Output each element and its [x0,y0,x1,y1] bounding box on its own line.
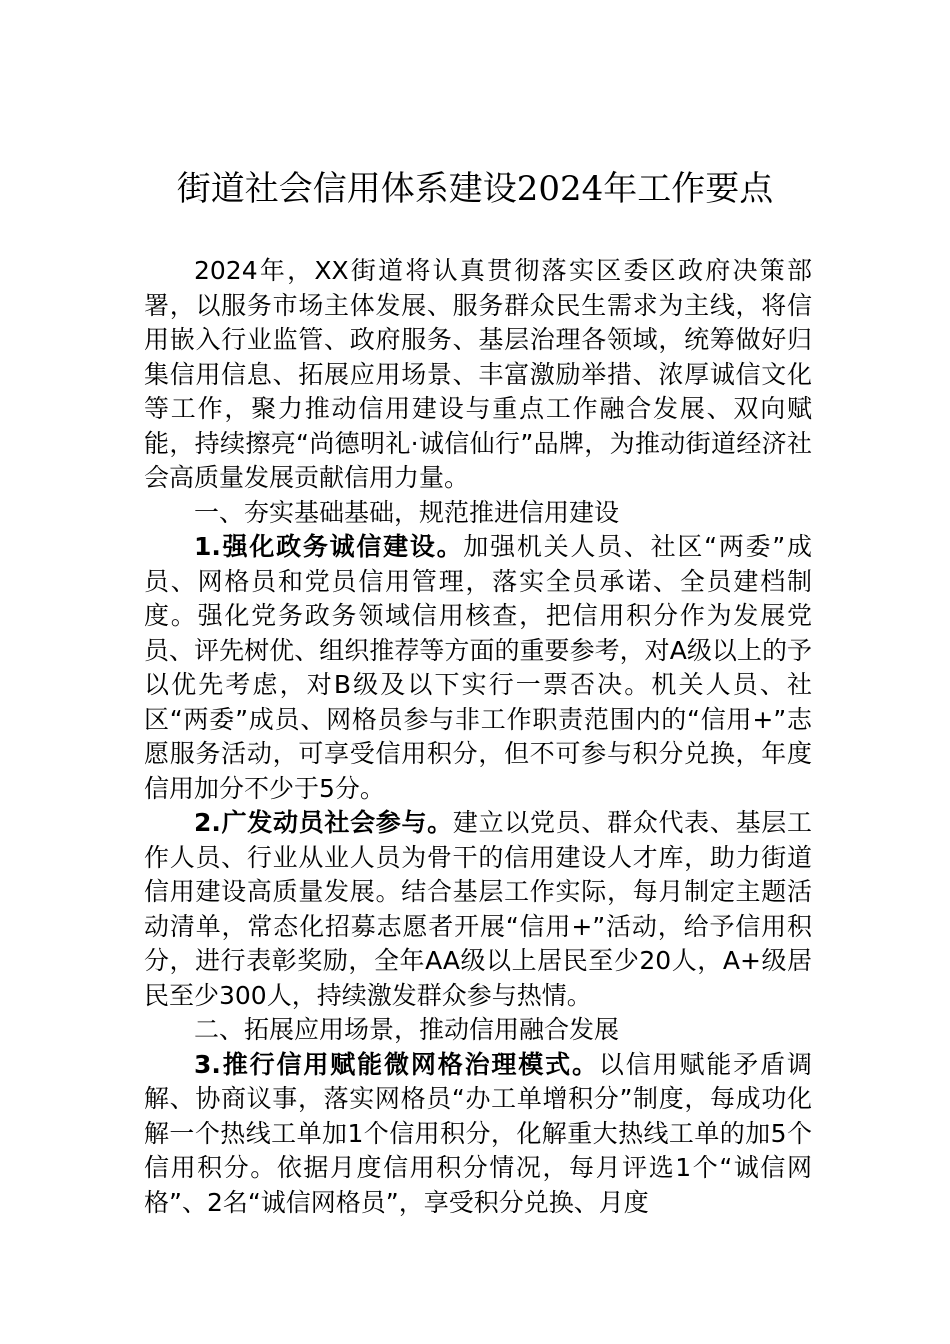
paragraph-text: 2024年，XX街道将认真贯彻落实区委区政府决策部署，以服务市场主体发展、服务群众民生需求为主线，将信用嵌入行业监管、政府服务、基层治理各领域，统筹做好归集信用信息、拓展应用场景、丰富激励举措、浓厚诚信文化等工作，聚力推动信用建设与重点工作融合发展、双向赋能，持续擦亮“尚德明礼·诚信仙行”品牌，为推动街道经济社会高质量发展贡献信用力量。 [144,256,812,492]
item-paragraph-2 [144,806,812,1013]
item-lead: 1.强化政务诚信建设。 [194,532,464,561]
item-text: 以信用赋能矛盾调解、协商议事，落实网格员“办工单增积分”制度，每成功化解一个热线工单加1个信用积分，化解重大热线工单的加5个信用积分。依据月度信用积分情况，每月评选1个“诚信网格”、2名“诚信网格员”，享受积分兑换、月度 [144,1049,812,1217]
item-text: 加强机关人员、社区“两委”成员、网格员和党员信用管理，落实全员承诺、全员建档制度。强化党务政务领域信用核查，把信用积分作为发展党员、评先树优、组织推荐等方面的重要参考，对A级以上的予以优先考虑，对B级及以下实行一票否决。机关人员、社区“两委”成员、网格员参与非工作职责范围内的“信用+”志愿服务活动，可享受信用积分，但不可参与积分兑换，年度信用加分不少于5分。 [144,532,812,803]
item-lead: 2.广发动员社会参与。 [194,808,453,837]
item-paragraph-1 [144,530,812,806]
item-text: 建立以党员、群众代表、基层工作人员、行业从业人员为骨干的信用建设人才库，助力街道信用建设高质量发展。结合基层工作实际，每月制定主题活动清单，常态化招募志愿者开展“信用+”活动，给予信用积分，进行表彰奖励，全年AA级以上居民至少20人，A+级居民至少300人，持续激发群众参与热情。 [144,808,812,1010]
intro-paragraph [144,254,812,496]
document-body [144,254,812,1220]
item-paragraph-3 [144,1048,812,1221]
section-heading-2 [144,1013,812,1048]
heading-text: 一、夯实基础基础，规范推进信用建设 [194,497,620,527]
document-title: 街道社会信用体系建设2024年工作要点 [176,169,774,209]
heading-text: 二、拓展应用场景，推动信用融合发展 [194,1015,620,1044]
section-heading-1 [144,496,812,531]
item-lead: 3.推行信用赋能微网格治理模式。 [194,1049,599,1079]
